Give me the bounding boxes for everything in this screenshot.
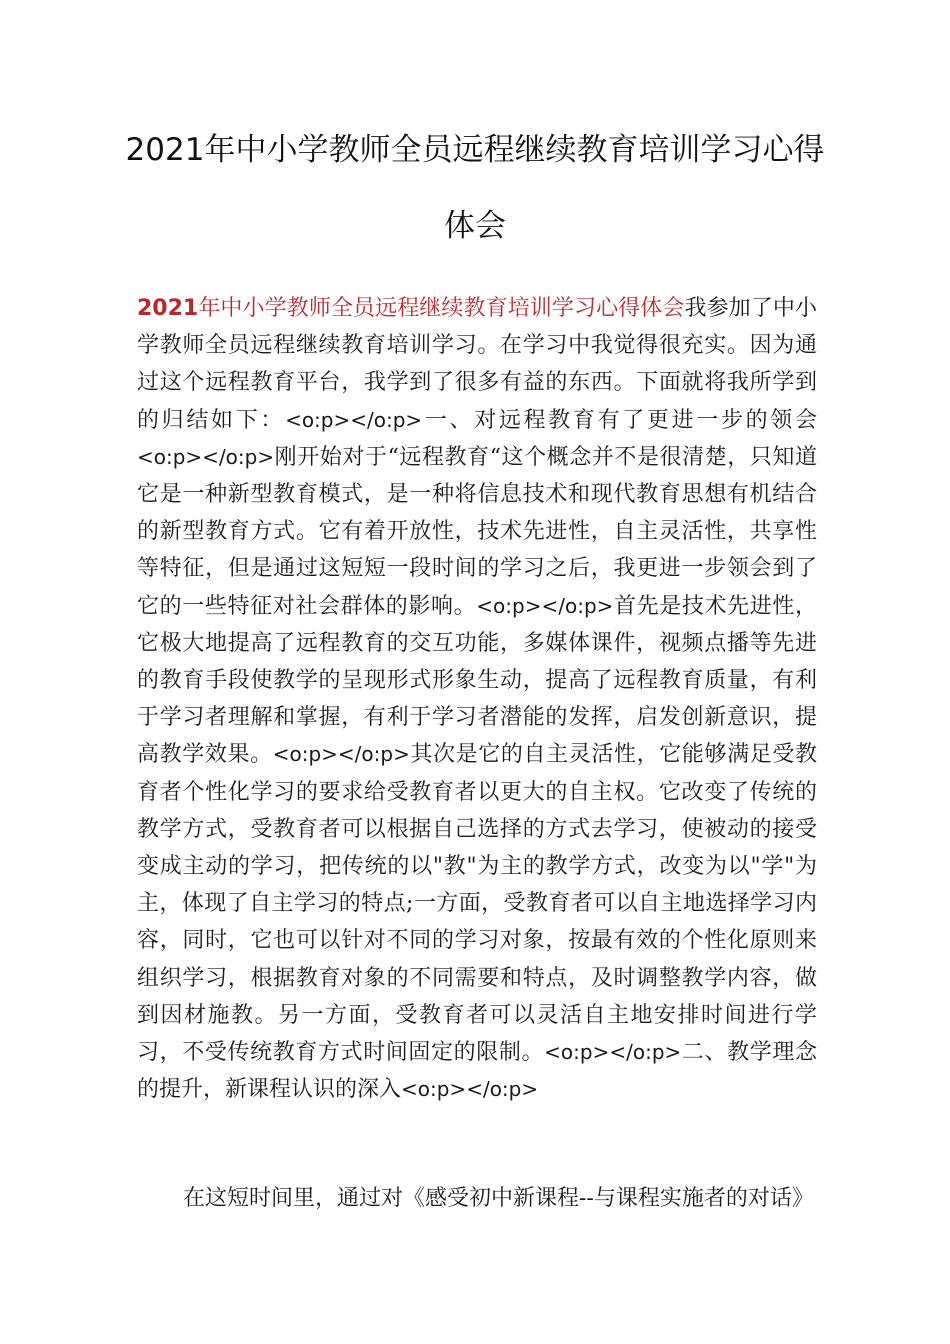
- body-paragraph-1: [137, 290, 817, 1108]
- xml-tag-text: <o:p></o:p>: [476, 593, 614, 618]
- text-segment: 首先是技术先进性，它极大地提高了远程教育的交互功能，多媒体课件，视频点播等先进的教育手段使教学的呈现形式形象生动，提高了远程教育质量，有利于学习者理解和掌握，有利于学习者潜能的发挥，启发创新意识，提高教学效果。: [137, 593, 817, 768]
- body-paragraph-2: 在这短时间里，通过对《感受初中新课程--与课程实施者的对话》: [183, 1186, 814, 1211]
- xml-tag-text: <o:p></o:p>: [272, 742, 410, 767]
- lead-year: 2021: [137, 296, 199, 321]
- lead-title-reference: 年中小学教师全员远程继续教育培训学习心得体会: [198, 296, 685, 321]
- text-segment: 其次是它的自主灵活性，它能够满足受教育者个性化学习的要求给受教育者以更大的自主权。它改变了传统的教学方式，受教育者可以根据自己选择的方式去学习，使被动的接受变成主动的学习，把传统的以"教"为主的教学方式，改变为以"学"为主，体现了自主学习的特点;一方面，受教育者可以自主地选择学习内容，同时，它也可以针对不同的学习对象，按最有效的个性化原则来组织学习，根据教育对象的不同需要和特点，及时调整教学内容，做到因材施教。另一方面，受教育者可以灵活自主地安排时间进行学习，不受传统教育方式时间固定的限制。: [137, 742, 817, 1066]
- section-heading-2: 二、教学理念的提升，新课程认识的深入: [137, 1040, 817, 1103]
- xml-tag-text: <o:p></o:p>: [544, 1040, 682, 1065]
- xml-tag-text: <o:p></o:p>: [137, 444, 275, 469]
- section-heading-1: 一、对远程教育有了更进一步的领会: [422, 407, 817, 433]
- document-title-line2: 体会: [444, 208, 506, 244]
- text-segment: 我参加了中小学教师全员远程继续教育培训学习。在学习中我觉得很充实。因为通过这个远程教育平台，我学到了很多有益的东西。下面就将我所学到的归结如下：: [137, 296, 817, 433]
- text-segment: 刚开始对于“远程教育“这个概念并不是很清楚，只知道它是一种新型教育模式，是一种将信息技术和现代教育思想有机结合的新型教育方式。它有着开放性，技术先进性，自主灵活性，共享性等特征，但是通过这短短一段时间的学习之后，我更进一步领会到了它的一些特征对社会群体的影响。: [137, 444, 817, 619]
- document-title-line1: 2021年中小学教师全员远程继续教育培训学习心得: [125, 132, 825, 168]
- xml-tag-text: <o:p></o:p>: [285, 407, 423, 432]
- xml-tag-text: <o:p></o:p>: [401, 1077, 539, 1102]
